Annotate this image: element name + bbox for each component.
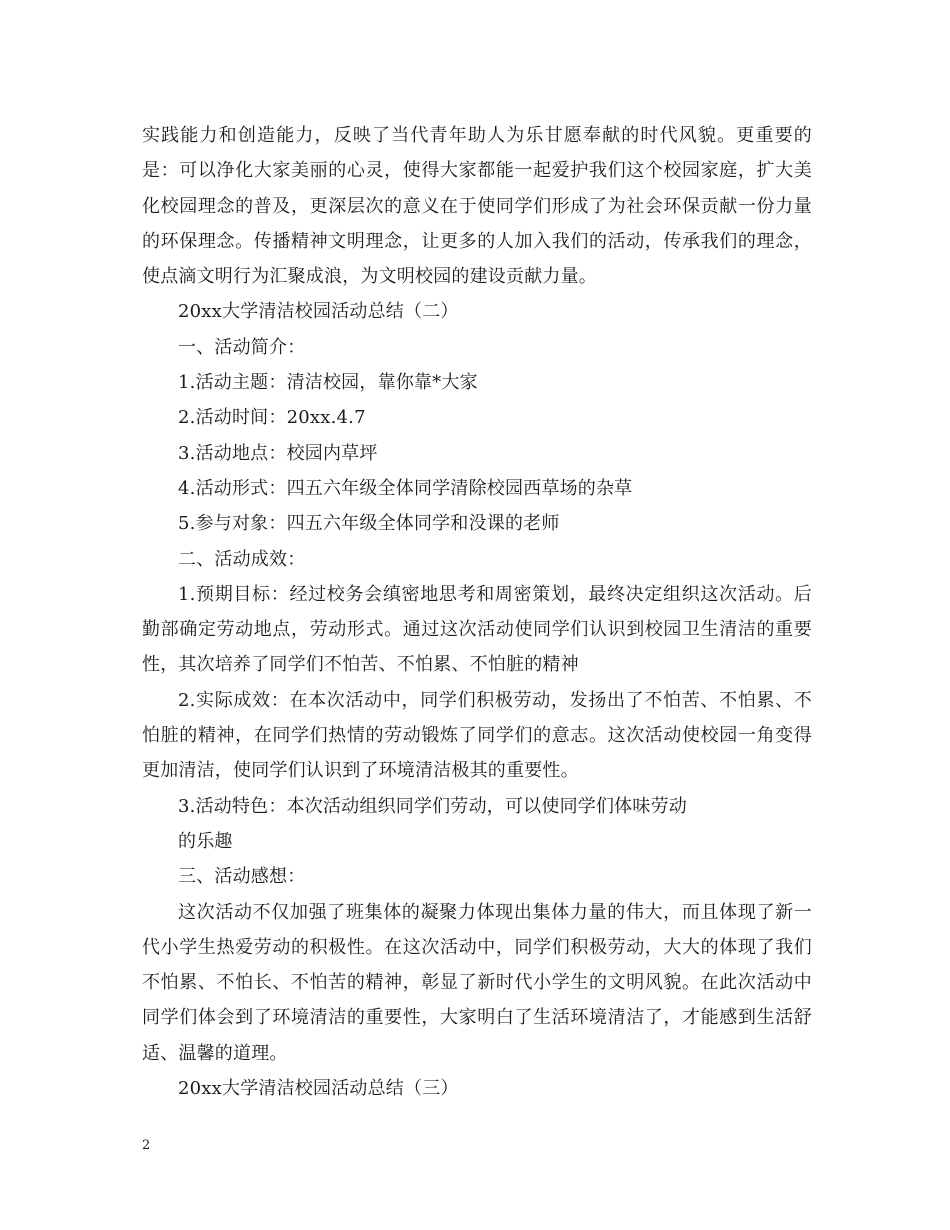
section-heading: 20xx大学清洁校园活动总结（二） [178, 301, 459, 323]
list-item-continuation: 的乐趣 [178, 830, 233, 852]
list-item: 1.活动主题：清洁校园，靠你靠*大家 [178, 372, 478, 394]
document-body [142, 118, 812, 1106]
list-item: 3.活动地点：校园内草坪 [178, 442, 378, 464]
list-item: 4.活动形式：四五六年级全体同学清除校园西草场的杂草 [178, 477, 633, 499]
body-paragraph: 实践能力和创造能力，反映了当代青年助人为乐甘愿奉献的时代风貌。更重要的是：可以净化大家美丽的心灵，使得大家都能一起爱护我们这个校园家庭，扩大美化校园理念的普及，更深层次的意义在于使同学们形成了为社会环保贡献一份力量的环保理念。传播精神文明理念，让更多的人加入我们的活动，传承我们的理念，使点滴文明行为汇聚成浪，为文明校园的建设贡献力量。 [142, 125, 812, 288]
subsection-heading: 二、活动成效： [178, 548, 306, 570]
subsection-heading: 三、活动感想： [178, 866, 306, 888]
body-paragraph: 这次活动不仅加强了班集体的凝聚力体现出集体力量的伟大，而且体现了新一代小学生热爱劳动的积极性。在这次活动中，同学们积极劳动，大大的体现了我们不怕累、不怕长、不怕苦的精神，彰显了新时代小学生的文明风貌。在此次活动中同学们体会到了环境清洁的重要性，大家明白了生活环境清洁了，才能感到生活舒适、温馨的道理。 [142, 901, 812, 1064]
list-item: 2.实际成效：在本次活动中，同学们积极劳动，发扬出了不怕苦、不怕累、不怕脏的精神，在同学们热情的劳动锻炼了同学们的意志。这次活动使校园一角变得更加清洁，使同学们认识到了环境清洁极其的重要性。 [142, 689, 812, 782]
section-heading: 20xx大学清洁校园活动总结（三） [178, 1078, 459, 1100]
list-item: 3.活动特色：本次活动组织同学们劳动，可以使同学们体味劳动 [178, 795, 687, 817]
list-item: 2.活动时间：20xx.4.7 [178, 407, 366, 429]
list-item: 1.预期目标：经过校务会缜密地思考和周密策划，最终决定组织这次活动。后勤部确定劳动地点，劳动形式。通过这次活动使同学们认识到校园卫生清洁的重要性，其次培养了同学们不怕苦、不怕累、不怕脏的精神 [142, 583, 812, 676]
subsection-heading: 一、活动简介： [178, 336, 306, 358]
page-number: 2 [142, 1138, 151, 1153]
list-item: 5.参与对象：四五六年级全体同学和没课的老师 [178, 513, 560, 535]
